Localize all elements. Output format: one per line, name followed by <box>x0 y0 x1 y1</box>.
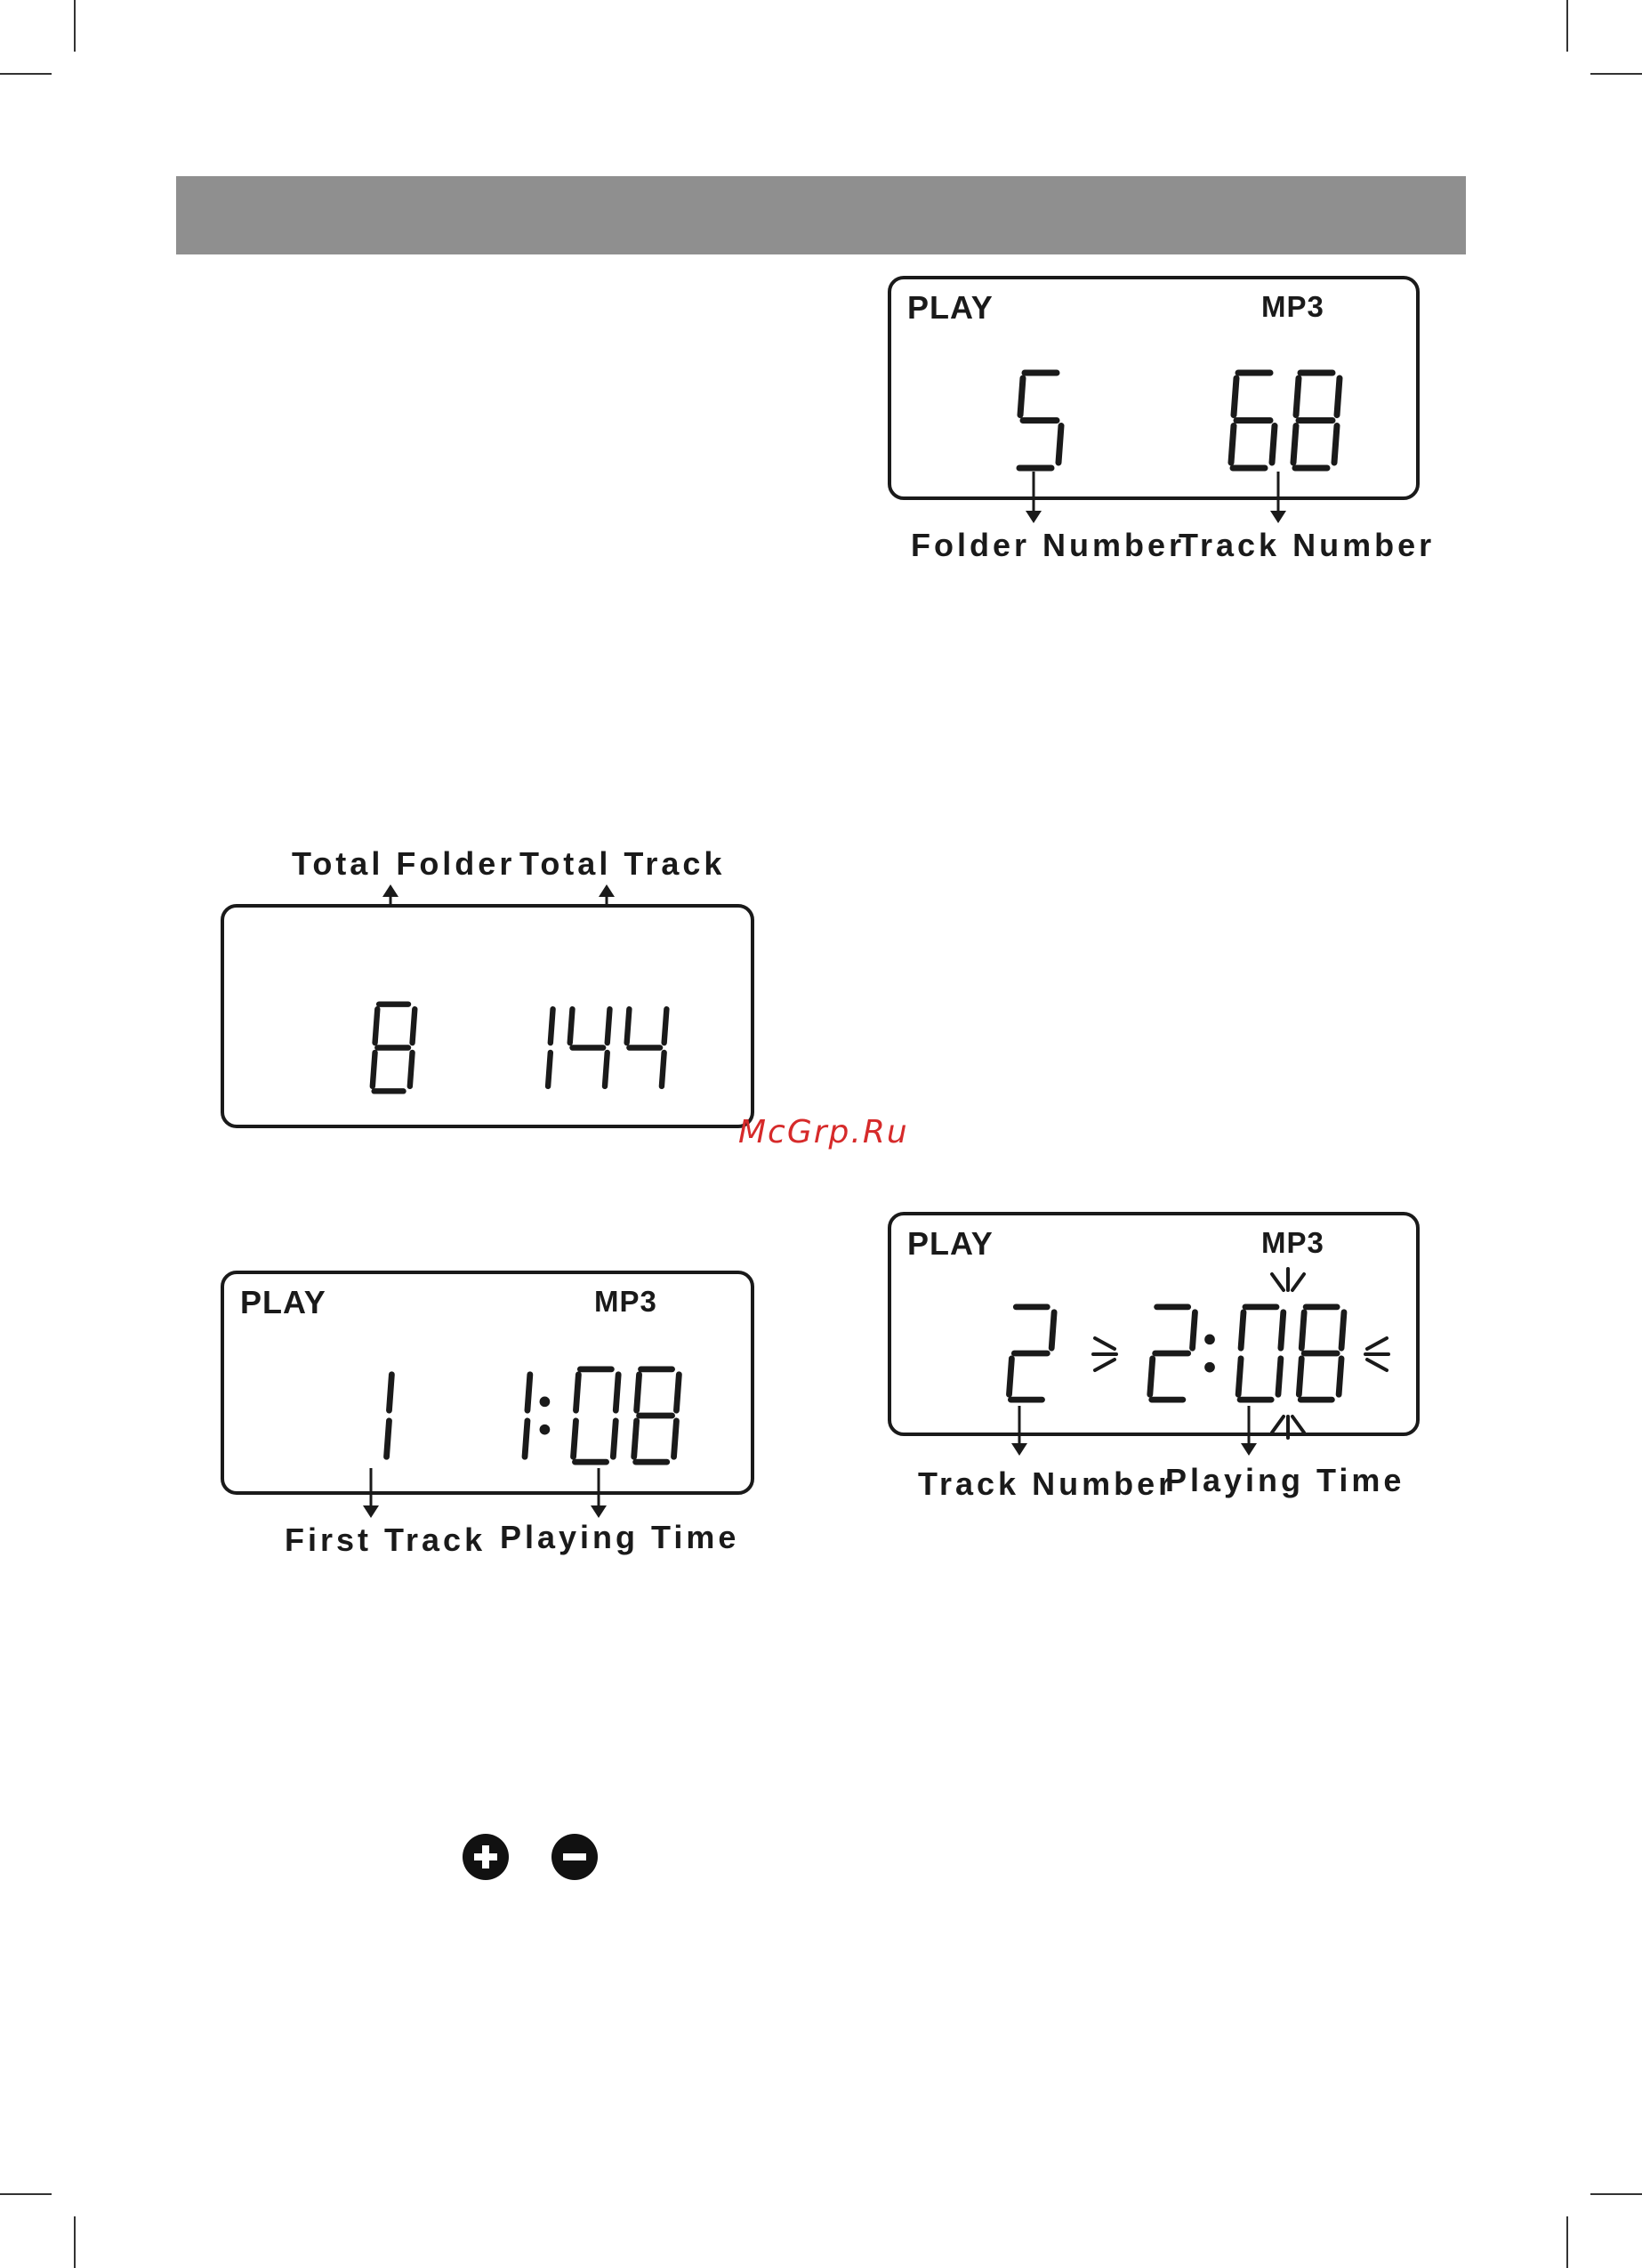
caption-playing-time: Playing Time <box>500 1519 740 1555</box>
plus-button[interactable] <box>463 1834 509 1880</box>
arrow-down-icon <box>1023 472 1044 525</box>
crop-mark <box>0 2193 52 2195</box>
lcd-segment <box>605 1053 608 1086</box>
lcd-segment <box>1234 378 1236 416</box>
lcd-segment <box>676 1375 679 1410</box>
minus-button[interactable] <box>551 1834 598 1880</box>
segment-digits <box>358 1001 421 1094</box>
section-header-bar <box>176 176 1466 254</box>
watermark: McGrp.Ru <box>738 1114 909 1150</box>
lcd-segment <box>525 1421 527 1457</box>
colon-dot <box>540 1396 551 1407</box>
lcd-segment <box>608 1009 610 1043</box>
arrow-down-icon <box>588 1468 609 1520</box>
mp3-indicator: MP3 <box>594 1285 657 1318</box>
lcd-segment <box>1020 378 1023 416</box>
lcd-segment <box>1051 1312 1054 1348</box>
lcd-segment <box>1231 426 1234 464</box>
crop-mark <box>74 2216 76 2268</box>
lcd-segment <box>373 1053 375 1086</box>
crop-mark <box>1566 2216 1568 2268</box>
caption-track-number: Track Number <box>1179 527 1436 563</box>
caption-total-track: Total Track <box>519 845 726 882</box>
arrow-down-icon <box>1238 1406 1260 1457</box>
play-indicator: PLAY <box>907 289 994 326</box>
crop-mark <box>1590 73 1642 75</box>
mp3-indicator: MP3 <box>1261 290 1324 323</box>
plus-circle-icon <box>463 1834 509 1880</box>
lcd-segment <box>1296 378 1299 416</box>
lcd-segment <box>627 1009 630 1043</box>
crop-mark <box>1566 0 1568 52</box>
lcd-segment <box>1058 426 1061 464</box>
arrow-down-icon <box>1009 1406 1030 1457</box>
crop-mark <box>1590 2193 1642 2195</box>
lcd-segment <box>574 1421 576 1457</box>
crop-mark <box>0 73 52 75</box>
lcd-segment <box>616 1375 618 1410</box>
caption-track-number: Track Number <box>918 1465 1175 1502</box>
lcd-segment <box>527 1375 530 1410</box>
segment-digits <box>534 1001 676 1094</box>
minus-circle-icon <box>551 1834 598 1880</box>
lcd-segment <box>548 1053 551 1086</box>
segment-digits <box>1005 369 1067 472</box>
lcd-segment <box>664 1009 667 1043</box>
colon-dot <box>540 1425 551 1435</box>
lcd-segment <box>389 1375 391 1410</box>
lcd-segment <box>576 1375 578 1410</box>
caption-playing-time: Playing Time <box>1165 1462 1405 1498</box>
lcd-segment <box>613 1421 616 1457</box>
lcd-segment <box>674 1421 677 1457</box>
caption-first-track: First Track <box>285 1521 487 1558</box>
lcd-segment <box>413 1009 415 1043</box>
lcd-segment <box>1009 1359 1011 1394</box>
segment-digits <box>992 1303 1058 1403</box>
caption-total-folder: Total Folder <box>292 845 516 882</box>
lcd-segment <box>662 1053 664 1086</box>
lcd-segment <box>637 1375 640 1410</box>
segment-digits <box>498 1366 685 1465</box>
segment-digits <box>347 1366 396 1465</box>
lcd-segment <box>387 1421 390 1457</box>
mp3-indicator: MP3 <box>1261 1226 1324 1259</box>
lcd-segment <box>375 1009 378 1043</box>
arrow-down-icon <box>1268 472 1289 525</box>
lcd-segment <box>1334 426 1337 464</box>
play-indicator: PLAY <box>240 1284 326 1320</box>
crop-mark <box>74 0 76 52</box>
play-indicator: PLAY <box>907 1225 994 1262</box>
lcd-segment <box>551 1009 553 1043</box>
caption-folder-number: Folder Number <box>911 527 1186 563</box>
lcd-segment <box>570 1009 573 1043</box>
lcd-segment <box>1272 426 1275 464</box>
lcd-segment <box>1337 378 1340 416</box>
segment-digits <box>1219 369 1343 472</box>
lcd-segment <box>634 1421 637 1457</box>
arrow-down-icon <box>360 1468 382 1520</box>
lcd-segment <box>1293 426 1296 464</box>
lcd-segment <box>410 1053 413 1086</box>
